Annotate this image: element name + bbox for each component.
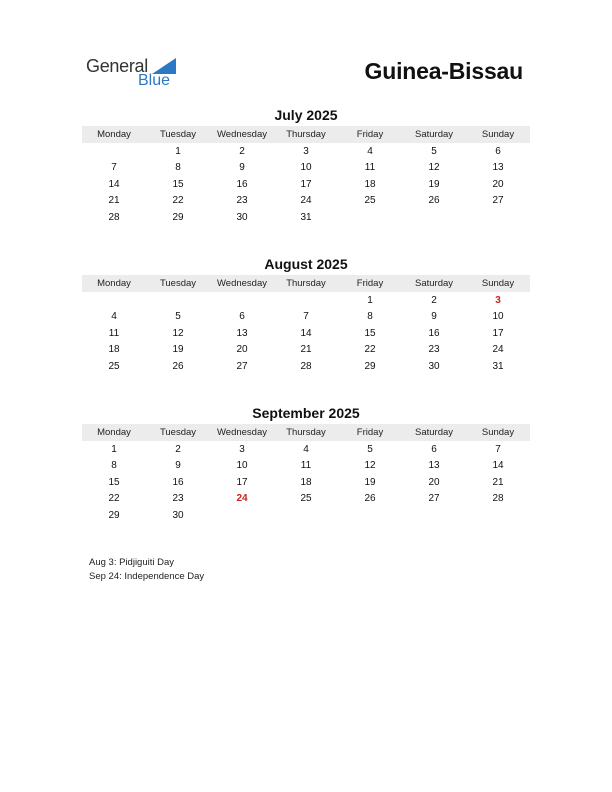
day-cell: 19 xyxy=(364,476,376,488)
day-cell: 1 xyxy=(367,294,373,306)
day-cell: 17 xyxy=(492,327,504,339)
week-row xyxy=(82,441,530,458)
day-cell: 5 xyxy=(431,145,437,157)
day-cell: 3 xyxy=(239,443,245,455)
week-row xyxy=(82,507,530,524)
holiday-notes xyxy=(89,556,204,584)
day-cell: 19 xyxy=(172,344,184,356)
weekday-label: Monday xyxy=(97,278,131,289)
weekday-label: Monday xyxy=(97,427,131,438)
day-cell: 2 xyxy=(239,145,245,157)
day-cell: 6 xyxy=(239,311,245,323)
day-cell: 6 xyxy=(495,145,501,157)
week-row xyxy=(82,325,530,342)
day-cell: 23 xyxy=(172,493,184,505)
day-cell: 14 xyxy=(108,178,120,190)
day-cell: 9 xyxy=(239,162,245,174)
day-cell: 27 xyxy=(492,195,504,207)
day-cell: 28 xyxy=(300,360,312,372)
general-blue-logo xyxy=(86,56,186,92)
day-cell: 24 xyxy=(492,344,504,356)
day-cell: 11 xyxy=(364,162,376,174)
weekday-label: Tuesday xyxy=(159,278,197,289)
day-cell: 27 xyxy=(236,360,248,372)
day-cell: 22 xyxy=(364,344,376,356)
holiday-note: Sep 24: Independence Day xyxy=(89,571,205,582)
weekday-label: Tuesday xyxy=(159,129,197,140)
week-row xyxy=(82,474,530,491)
day-cell: 13 xyxy=(236,327,248,339)
week-row xyxy=(82,176,530,193)
month-title: September 2025 xyxy=(252,405,360,421)
weekday-label: Wednesday xyxy=(217,129,267,140)
week-row xyxy=(82,292,530,309)
day-cell: 15 xyxy=(364,327,376,339)
week-row xyxy=(82,209,530,226)
day-cell: 20 xyxy=(428,476,440,488)
weekday-label: Sunday xyxy=(481,129,515,140)
day-cell: 18 xyxy=(300,476,312,488)
country-title: Guinea-Bissau xyxy=(364,58,523,84)
day-cell: 29 xyxy=(172,211,184,223)
day-cell: 8 xyxy=(175,162,181,174)
day-cell: 25 xyxy=(300,493,312,505)
day-cell: 23 xyxy=(428,344,440,356)
weekday-label: Friday xyxy=(356,278,384,289)
week-row xyxy=(82,143,530,160)
day-cell: 21 xyxy=(300,344,312,356)
weekday-label: Friday xyxy=(356,427,384,438)
day-cell: 11 xyxy=(300,460,312,472)
day-cell: 9 xyxy=(175,460,181,472)
weekday-label: Monday xyxy=(97,129,131,140)
day-cell: 22 xyxy=(108,493,120,505)
day-cell: 8 xyxy=(111,460,117,472)
weekday-label: Sunday xyxy=(481,427,515,438)
day-cell: 31 xyxy=(300,211,312,223)
weekday-label: Saturday xyxy=(414,129,454,140)
day-cell: 26 xyxy=(364,493,376,505)
weekday-label: Thursday xyxy=(286,278,326,289)
day-cell: 4 xyxy=(303,443,309,455)
week-row xyxy=(82,193,530,210)
month-calendar xyxy=(82,404,530,524)
day-cell: 12 xyxy=(364,460,376,472)
day-cell: 5 xyxy=(175,311,181,323)
week-row xyxy=(82,309,530,326)
day-cell: 16 xyxy=(236,178,248,190)
weekday-label: Friday xyxy=(356,129,384,140)
day-cell: 3 xyxy=(303,145,309,157)
day-cell: 21 xyxy=(108,195,120,207)
weekday-label: Thursday xyxy=(286,427,326,438)
day-cell: 5 xyxy=(367,443,373,455)
day-cell: 26 xyxy=(428,195,440,207)
day-cell: 14 xyxy=(300,327,312,339)
day-cell: 17 xyxy=(236,476,248,488)
holiday-note: Aug 3: Pidjiguiti Day xyxy=(89,557,175,568)
weekday-header-row xyxy=(82,126,530,143)
day-cell: 13 xyxy=(492,162,504,174)
day-cell: 9 xyxy=(431,311,437,323)
day-cell: 2 xyxy=(175,443,181,455)
weekday-label: Wednesday xyxy=(217,278,267,289)
day-cell: 18 xyxy=(364,178,376,190)
day-cell: 4 xyxy=(111,311,117,323)
day-cell: 28 xyxy=(108,211,120,223)
day-cell: 4 xyxy=(367,145,373,157)
day-cell: 30 xyxy=(236,211,248,223)
day-cell: 15 xyxy=(172,178,184,190)
week-row xyxy=(82,491,530,508)
day-cell: 16 xyxy=(172,476,184,488)
holiday-date: 3 xyxy=(495,294,501,306)
day-cell: 10 xyxy=(236,460,248,472)
day-cell: 7 xyxy=(111,162,117,174)
day-cell: 20 xyxy=(236,344,248,356)
day-cell: 24 xyxy=(300,195,312,207)
week-row xyxy=(82,458,530,475)
logo-text-blue: Blue xyxy=(138,72,171,89)
weekday-label: Sunday xyxy=(481,278,515,289)
day-cell: 20 xyxy=(492,178,504,190)
month-calendar xyxy=(82,255,530,375)
weekday-label: Saturday xyxy=(414,278,454,289)
weekday-label: Wednesday xyxy=(217,427,267,438)
day-cell: 11 xyxy=(108,327,120,339)
day-cell: 14 xyxy=(492,460,504,472)
day-cell: 30 xyxy=(428,360,440,372)
day-cell: 12 xyxy=(428,162,440,174)
weekday-header-row xyxy=(82,275,530,292)
day-cell: 16 xyxy=(428,327,440,339)
day-cell: 29 xyxy=(364,360,376,372)
weekday-label: Tuesday xyxy=(159,427,197,438)
day-cell: 23 xyxy=(236,195,248,207)
day-cell: 8 xyxy=(367,311,373,323)
logo-text-general: General xyxy=(86,56,148,76)
day-cell: 17 xyxy=(300,178,312,190)
day-cell: 29 xyxy=(108,509,120,521)
holiday-date: 24 xyxy=(236,493,248,505)
weekday-label: Thursday xyxy=(286,129,326,140)
month-calendar xyxy=(82,106,530,226)
day-cell: 26 xyxy=(172,360,184,372)
weekday-label: Saturday xyxy=(414,427,454,438)
week-row xyxy=(82,160,530,177)
day-cell: 25 xyxy=(108,360,120,372)
day-cell: 15 xyxy=(108,476,120,488)
day-cell: 1 xyxy=(111,443,117,455)
day-cell: 12 xyxy=(172,327,184,339)
day-cell: 7 xyxy=(495,443,501,455)
week-row xyxy=(82,342,530,359)
day-cell: 22 xyxy=(172,195,184,207)
day-cell: 6 xyxy=(431,443,437,455)
day-cell: 1 xyxy=(175,145,181,157)
day-cell: 18 xyxy=(108,344,120,356)
day-cell: 21 xyxy=(492,476,504,488)
month-title: August 2025 xyxy=(264,256,348,272)
day-cell: 10 xyxy=(492,311,504,323)
day-cell: 10 xyxy=(300,162,312,174)
week-row xyxy=(82,358,530,375)
day-cell: 28 xyxy=(492,493,504,505)
month-title: July 2025 xyxy=(274,107,338,123)
day-cell: 30 xyxy=(172,509,184,521)
weekday-header-row xyxy=(82,424,530,441)
day-cell: 25 xyxy=(364,195,376,207)
day-cell: 13 xyxy=(428,460,440,472)
day-cell: 31 xyxy=(492,360,504,372)
day-cell: 27 xyxy=(428,493,440,505)
day-cell: 7 xyxy=(303,311,309,323)
day-cell: 19 xyxy=(428,178,440,190)
day-cell: 2 xyxy=(431,294,437,306)
